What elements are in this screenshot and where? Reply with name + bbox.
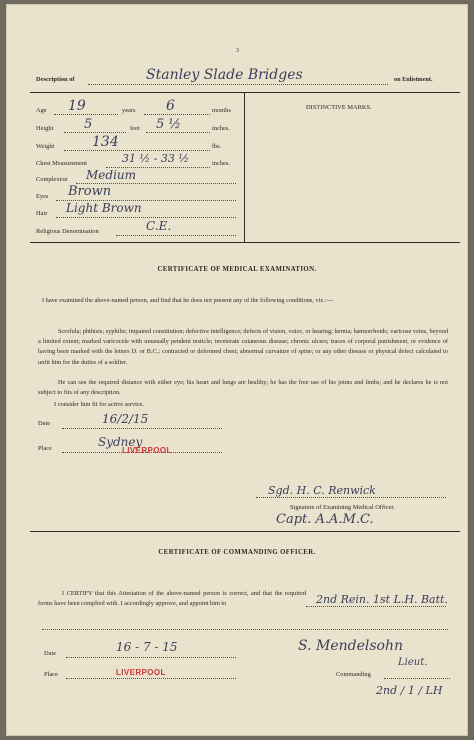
weight-dots bbox=[64, 150, 210, 151]
commanding-date-dots bbox=[66, 657, 236, 658]
age-years-value: 19 bbox=[68, 98, 86, 114]
header-dotted-line bbox=[88, 84, 388, 85]
appointment-second-line bbox=[42, 629, 448, 630]
appointment-dots bbox=[306, 606, 446, 607]
medical-conditions-text: Scrofula; phthisis; syphilis; impaired constitution; defective intelligence; defects of vision, voice, or hearing; hernia; hæmorrhoids; varicose veins, beyond a limited extent; marked varicocele with unusually pendent testicle; inveterate cutaneous disease; chronic ulcers; traces of corporal punishment, or evidence of having been marked with the letters D. or B.C.; contracted or deformed chest; abnormal curvature of spine; or any other disease or physical defect calculated to unfit him for the duties of a soldier. bbox=[38, 328, 448, 366]
chest-value: 31 ½ - 33 ½ bbox=[122, 152, 190, 165]
medical-intro-text: I have examined the above-named person, and find that he does not present any of the following conditions, viz.:— bbox=[42, 297, 333, 304]
height-inches-value: 5 ½ bbox=[156, 117, 182, 132]
section-divider-rule bbox=[30, 531, 460, 532]
months-dots bbox=[144, 114, 210, 115]
distinctive-marks-label: DISTINCTIVE MARKS. bbox=[306, 104, 372, 111]
description-suffix: on Enlistment. bbox=[394, 76, 433, 83]
commanding-signature: S. Mendelsohn bbox=[298, 638, 403, 654]
box-divider bbox=[244, 92, 245, 242]
feet-label: feet bbox=[130, 125, 140, 132]
months-label: months bbox=[212, 107, 231, 114]
medical-signature-dots bbox=[256, 497, 446, 498]
religion-label: Religious Denomination bbox=[36, 228, 99, 235]
medical-date-label: Date bbox=[38, 420, 51, 427]
medical-date-value: 16/2/15 bbox=[102, 412, 149, 426]
hair-dots bbox=[56, 217, 236, 218]
commanding-date-value: 16 - 7 - 15 bbox=[116, 640, 178, 654]
inches-dots bbox=[146, 132, 210, 133]
religion-dots bbox=[116, 235, 236, 236]
medical-active-service-text: I consider him fit for active service. bbox=[54, 401, 145, 408]
appointment-value: 2nd Rein. 1st L.H. Batt. bbox=[316, 593, 448, 606]
medical-signature-caption: Signature of Examining Medical Officer. bbox=[290, 504, 395, 511]
hair-label: Hair bbox=[36, 210, 48, 217]
enlistee-name: Stanley Slade Bridges bbox=[146, 67, 303, 83]
hair-value: Light Brown bbox=[66, 201, 142, 215]
complexion-value: Medium bbox=[86, 168, 137, 182]
age-label: Age bbox=[36, 107, 47, 114]
medical-place-label: Place bbox=[38, 445, 52, 452]
age-dots bbox=[54, 114, 118, 115]
liverpool-stamp-medical: LIVERPOOL bbox=[122, 446, 172, 455]
commanding-certify-text: I CERTIFY that this Attestation of the above-named person is correct, and that the required forms have been complied with. I accordingly approve, and appoint him to bbox=[38, 590, 306, 608]
commanding-label: Commanding bbox=[336, 671, 371, 678]
inches-label: inches. bbox=[212, 125, 230, 132]
weight-value: 134 bbox=[92, 134, 119, 150]
medical-signature: Sgd. H. C. Renwick bbox=[268, 484, 376, 497]
religion-value: C.E. bbox=[146, 219, 172, 233]
commanding-place-dots bbox=[66, 678, 236, 679]
years-label: years bbox=[122, 107, 136, 114]
box-bottom-rule bbox=[30, 242, 460, 243]
medical-officer-rank: Capt. A.A.M.C. bbox=[276, 512, 374, 527]
commanding-value: 2nd / 1 / LH bbox=[376, 684, 443, 697]
medical-certificate-title: CERTIFICATE OF MEDICAL EXAMINATION. bbox=[157, 266, 317, 273]
commanding-signature-rank: Lieut. bbox=[398, 657, 428, 668]
description-prefix: Description of bbox=[36, 76, 75, 83]
chest-inches-label: inches. bbox=[212, 160, 230, 167]
complexion-label: Complexion bbox=[36, 176, 68, 183]
attestation-page bbox=[6, 4, 468, 736]
medical-date-dots bbox=[62, 428, 222, 429]
eyes-label: Eyes bbox=[36, 193, 49, 200]
age-months-value: 6 bbox=[166, 98, 175, 114]
lbs-label: lbs. bbox=[212, 143, 222, 150]
commanding-dots bbox=[384, 678, 450, 679]
commanding-certificate-title: CERTIFICATE OF COMMANDING OFFICER. bbox=[158, 549, 316, 556]
medical-place-value: Sydney bbox=[98, 435, 143, 449]
chest-label: Chest Measurement bbox=[36, 160, 87, 167]
commanding-place-label: Place bbox=[44, 671, 58, 678]
commanding-date-label: Date bbox=[44, 650, 57, 657]
page-number: 3 bbox=[236, 48, 239, 54]
height-label: Height bbox=[36, 125, 54, 132]
liverpool-stamp-commanding: LIVERPOOL bbox=[116, 668, 166, 677]
medical-fitness-text: He can see the required distance with either eye; his heart and lungs are healthy; he has the free use of his joints and limbs; and he declares he is not subject to fits of any description. bbox=[38, 379, 448, 397]
height-feet-value: 5 bbox=[84, 117, 93, 132]
weight-label: Weight bbox=[36, 143, 55, 150]
feet-dots bbox=[64, 132, 126, 133]
eyes-value: Brown bbox=[68, 184, 112, 199]
